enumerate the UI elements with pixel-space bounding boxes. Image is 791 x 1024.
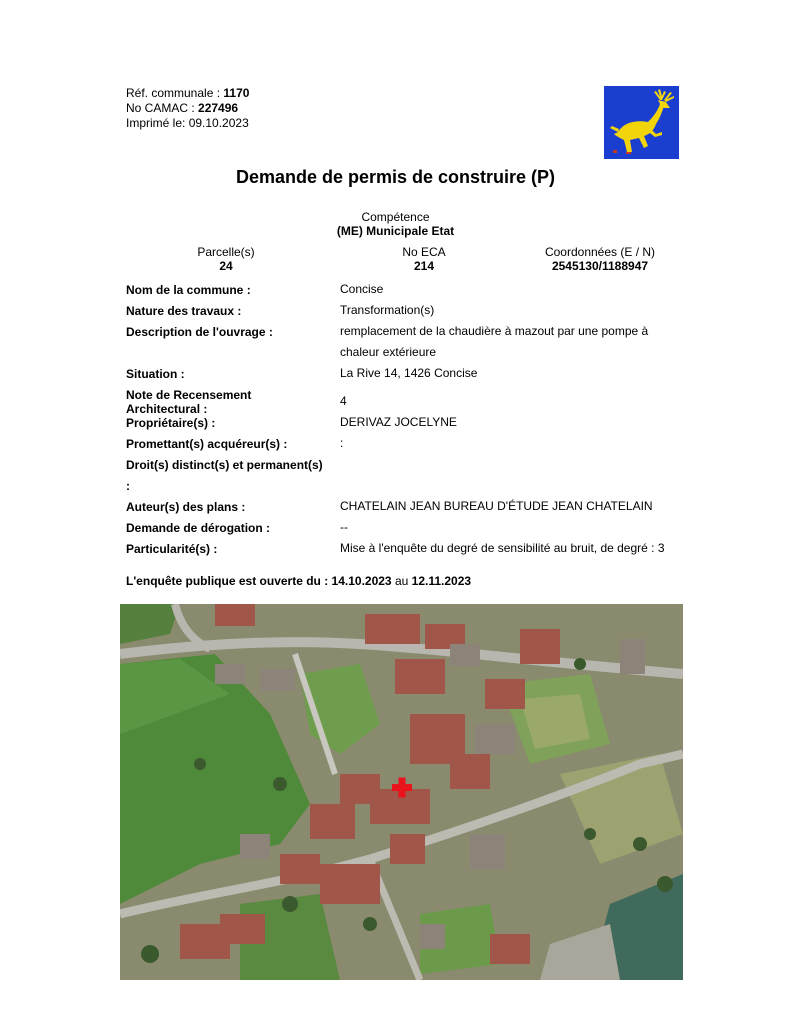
commune-label: Nom de la commune :	[126, 283, 251, 297]
nature-label: Nature des travaux :	[126, 304, 242, 318]
particularite-value: Mise à l'enquête du degré de sensibilité au bruit, de degré : 3	[340, 541, 665, 555]
enquete-period: L'enquête publique est ouverte du : 14.10.2023 au 12.11.2023	[126, 574, 472, 588]
coord-value: 2545130/1188947	[551, 259, 649, 273]
aerial-map	[120, 604, 683, 980]
coord-label: Coordonnées (E / N)	[544, 245, 656, 259]
recensement-label-line2: Architectural :	[126, 402, 208, 416]
derogation-value: --	[340, 520, 348, 534]
parcelle-column	[126, 245, 326, 273]
proprietaire-value: DERIVAZ JOCELYNE	[340, 415, 457, 429]
nature-value: Transformation(s)	[340, 303, 435, 317]
camac-number: No CAMAC : 227496	[126, 101, 239, 115]
situation-label: Situation :	[126, 367, 185, 381]
competence-label: Compétence	[361, 210, 430, 224]
eca-label: No ECA	[402, 245, 446, 259]
droits-label: Droit(s) distinct(s) et permanent(s)	[126, 458, 323, 472]
recensement-label	[126, 388, 336, 416]
description-value: remplacement de la chaudière à mazout par une pompe à chaleur extérieure	[340, 324, 649, 359]
derogation-label: Demande de dérogation :	[126, 521, 271, 535]
eca-value: 214	[413, 259, 435, 273]
commune-value: Concise	[340, 282, 384, 296]
situation-value: La Rive 14, 1426 Concise	[340, 366, 478, 380]
reference-block	[126, 86, 249, 131]
promettant-label: Promettant(s) acquéreur(s) :	[126, 437, 288, 451]
description-label: Description de l'ouvrage :	[126, 325, 273, 339]
page-title: Demande de permis de construire (P)	[235, 167, 556, 187]
droits-colon: :	[126, 479, 130, 493]
recensement-value: 4	[340, 394, 347, 408]
competence-block	[0, 210, 791, 238]
coord-column	[500, 245, 700, 273]
eca-column	[324, 245, 524, 273]
particularite-label: Particularité(s) :	[126, 542, 218, 556]
auteur-value: CHATELAIN JEAN BUREAU D'ÉTUDE JEAN CHATELAIN	[340, 499, 653, 513]
parcelle-label: Parcelle(s)	[197, 245, 255, 259]
proprietaire-label: Propriétaire(s) :	[126, 416, 216, 430]
ref-communale: Réf. communale : 1170	[126, 86, 250, 100]
promettant-value: :	[340, 436, 344, 450]
recensement-label-line1: Note de Recensement	[126, 388, 252, 402]
coat-of-arms-stag-icon	[604, 86, 679, 159]
auteur-label: Auteur(s) des plans :	[126, 500, 246, 514]
parcelle-value: 24	[219, 259, 233, 273]
print-date: Imprimé le: 09.10.2023	[126, 116, 249, 130]
competence-value: (ME) Municipale Etat	[336, 224, 455, 238]
